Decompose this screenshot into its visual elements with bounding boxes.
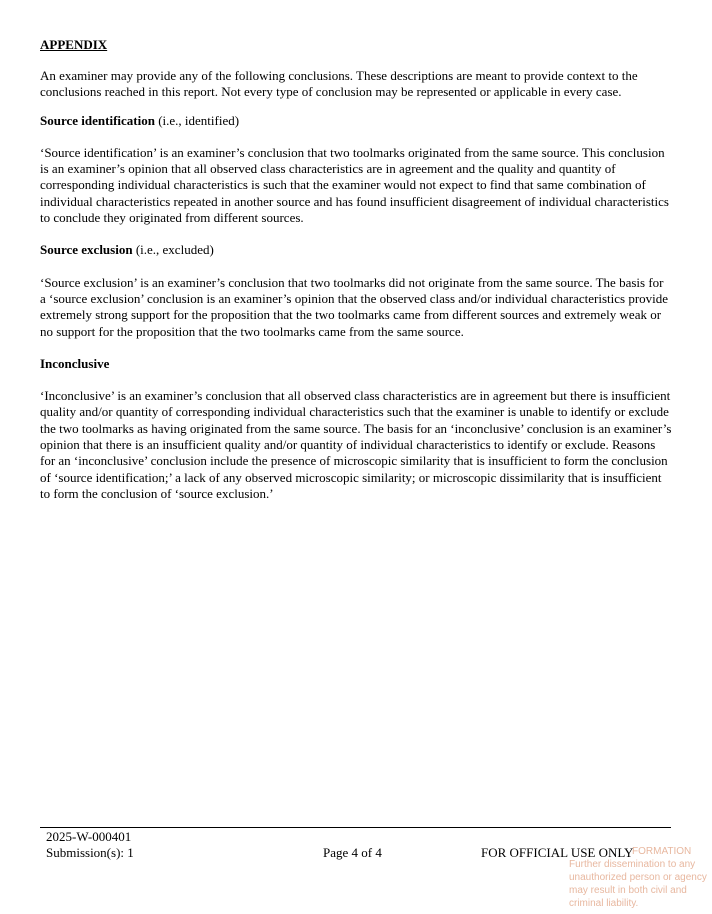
section-body-inconclusive: ‘Inconclusive’ is an examiner’s conclusion that all observed class characteristics are in agreement but there is insufficient quality and/or quantity of corresponding individual characteristics such that the examiner is unable to identify or exclude the two toolmarks as having originated from the same source. The basis for an ‘inconclusive’ conclusion is an examiner’s opinion that there is an insufficient quality and/or quantity of individual characteristics to identify or exclude. Reasons for an ‘inconclusive’ conclusion include the presence of microscopic similarity that is insufficient to form the conclusion of ‘source identification;’ a lack of any observed microscopic similarity; or microscopic dissimilarity that is insufficient to form the conclusion of ‘source exclusion.’: [40, 388, 672, 501]
stamp-line: Further dissemination to any: [569, 859, 696, 870]
section-title-source-identification: [40, 113, 672, 129]
stamp-line: unauthorized person or agency: [569, 872, 707, 883]
section-body-source-identification: ‘Source identification’ is an examiner’s conclusion that two toolmarks originated from the same source. This conclusion is an examiner’s opinion that all observed class characteristics are in agreement and the quality and quantity of corresponding individual characteristics is such that the examiner would not expect to find that same combination of individual characteristics repeated in another source and has found insufficient disagreement of individual characteristics to conclude they originated from different sources.: [40, 144, 669, 226]
section-title-source-exclusion: [40, 242, 672, 258]
footer-case-info: [46, 829, 134, 861]
section-title-inconclusive: [40, 356, 672, 372]
stamp-line: may result in both civil and: [569, 885, 687, 896]
section-title-bold: Source identification: [40, 112, 155, 128]
case-number: 2025-W-000401: [46, 829, 132, 844]
page-number: Page 4 of 4: [323, 845, 382, 860]
section-body-source-exclusion: ‘Source exclusion’ is an examiner’s conclusion that two toolmarks did not originate from the same source. The basis for a ‘source exclusion’ conclusion is an examiner’s opinion that the observed class and/or individual characteristics provide extremely strong support for the proposition that the two toolmarks came from different sources and extremely weak or no support for the proposition that the two toolmarks came from the same source.: [40, 274, 669, 339]
stamp-line: FORMATION: [632, 846, 692, 857]
classification-label: FOR OFFICIAL USE ONLY: [481, 845, 634, 860]
footer-divider: [40, 827, 671, 828]
stamp-line: criminal liability.: [569, 898, 639, 909]
section-title-bold: Source exclusion: [40, 242, 133, 258]
section-title-rest: (i.e., identified): [154, 112, 240, 128]
intro-paragraph: An examiner may provide any of the following conclusions. These descriptions are meant to provide context to the conclusions reached in this report. Not every type of conclusion may be represented or applicable in every case.: [40, 68, 638, 100]
document-page: [40, 36, 672, 518]
appendix-heading: APPENDIX: [40, 37, 108, 52]
section-title-rest: (i.e., excluded): [132, 242, 214, 258]
submission-count: Submission(s): 1: [46, 845, 134, 860]
dissemination-stamp: [569, 845, 712, 910]
section-title-bold: Inconclusive: [40, 355, 110, 371]
